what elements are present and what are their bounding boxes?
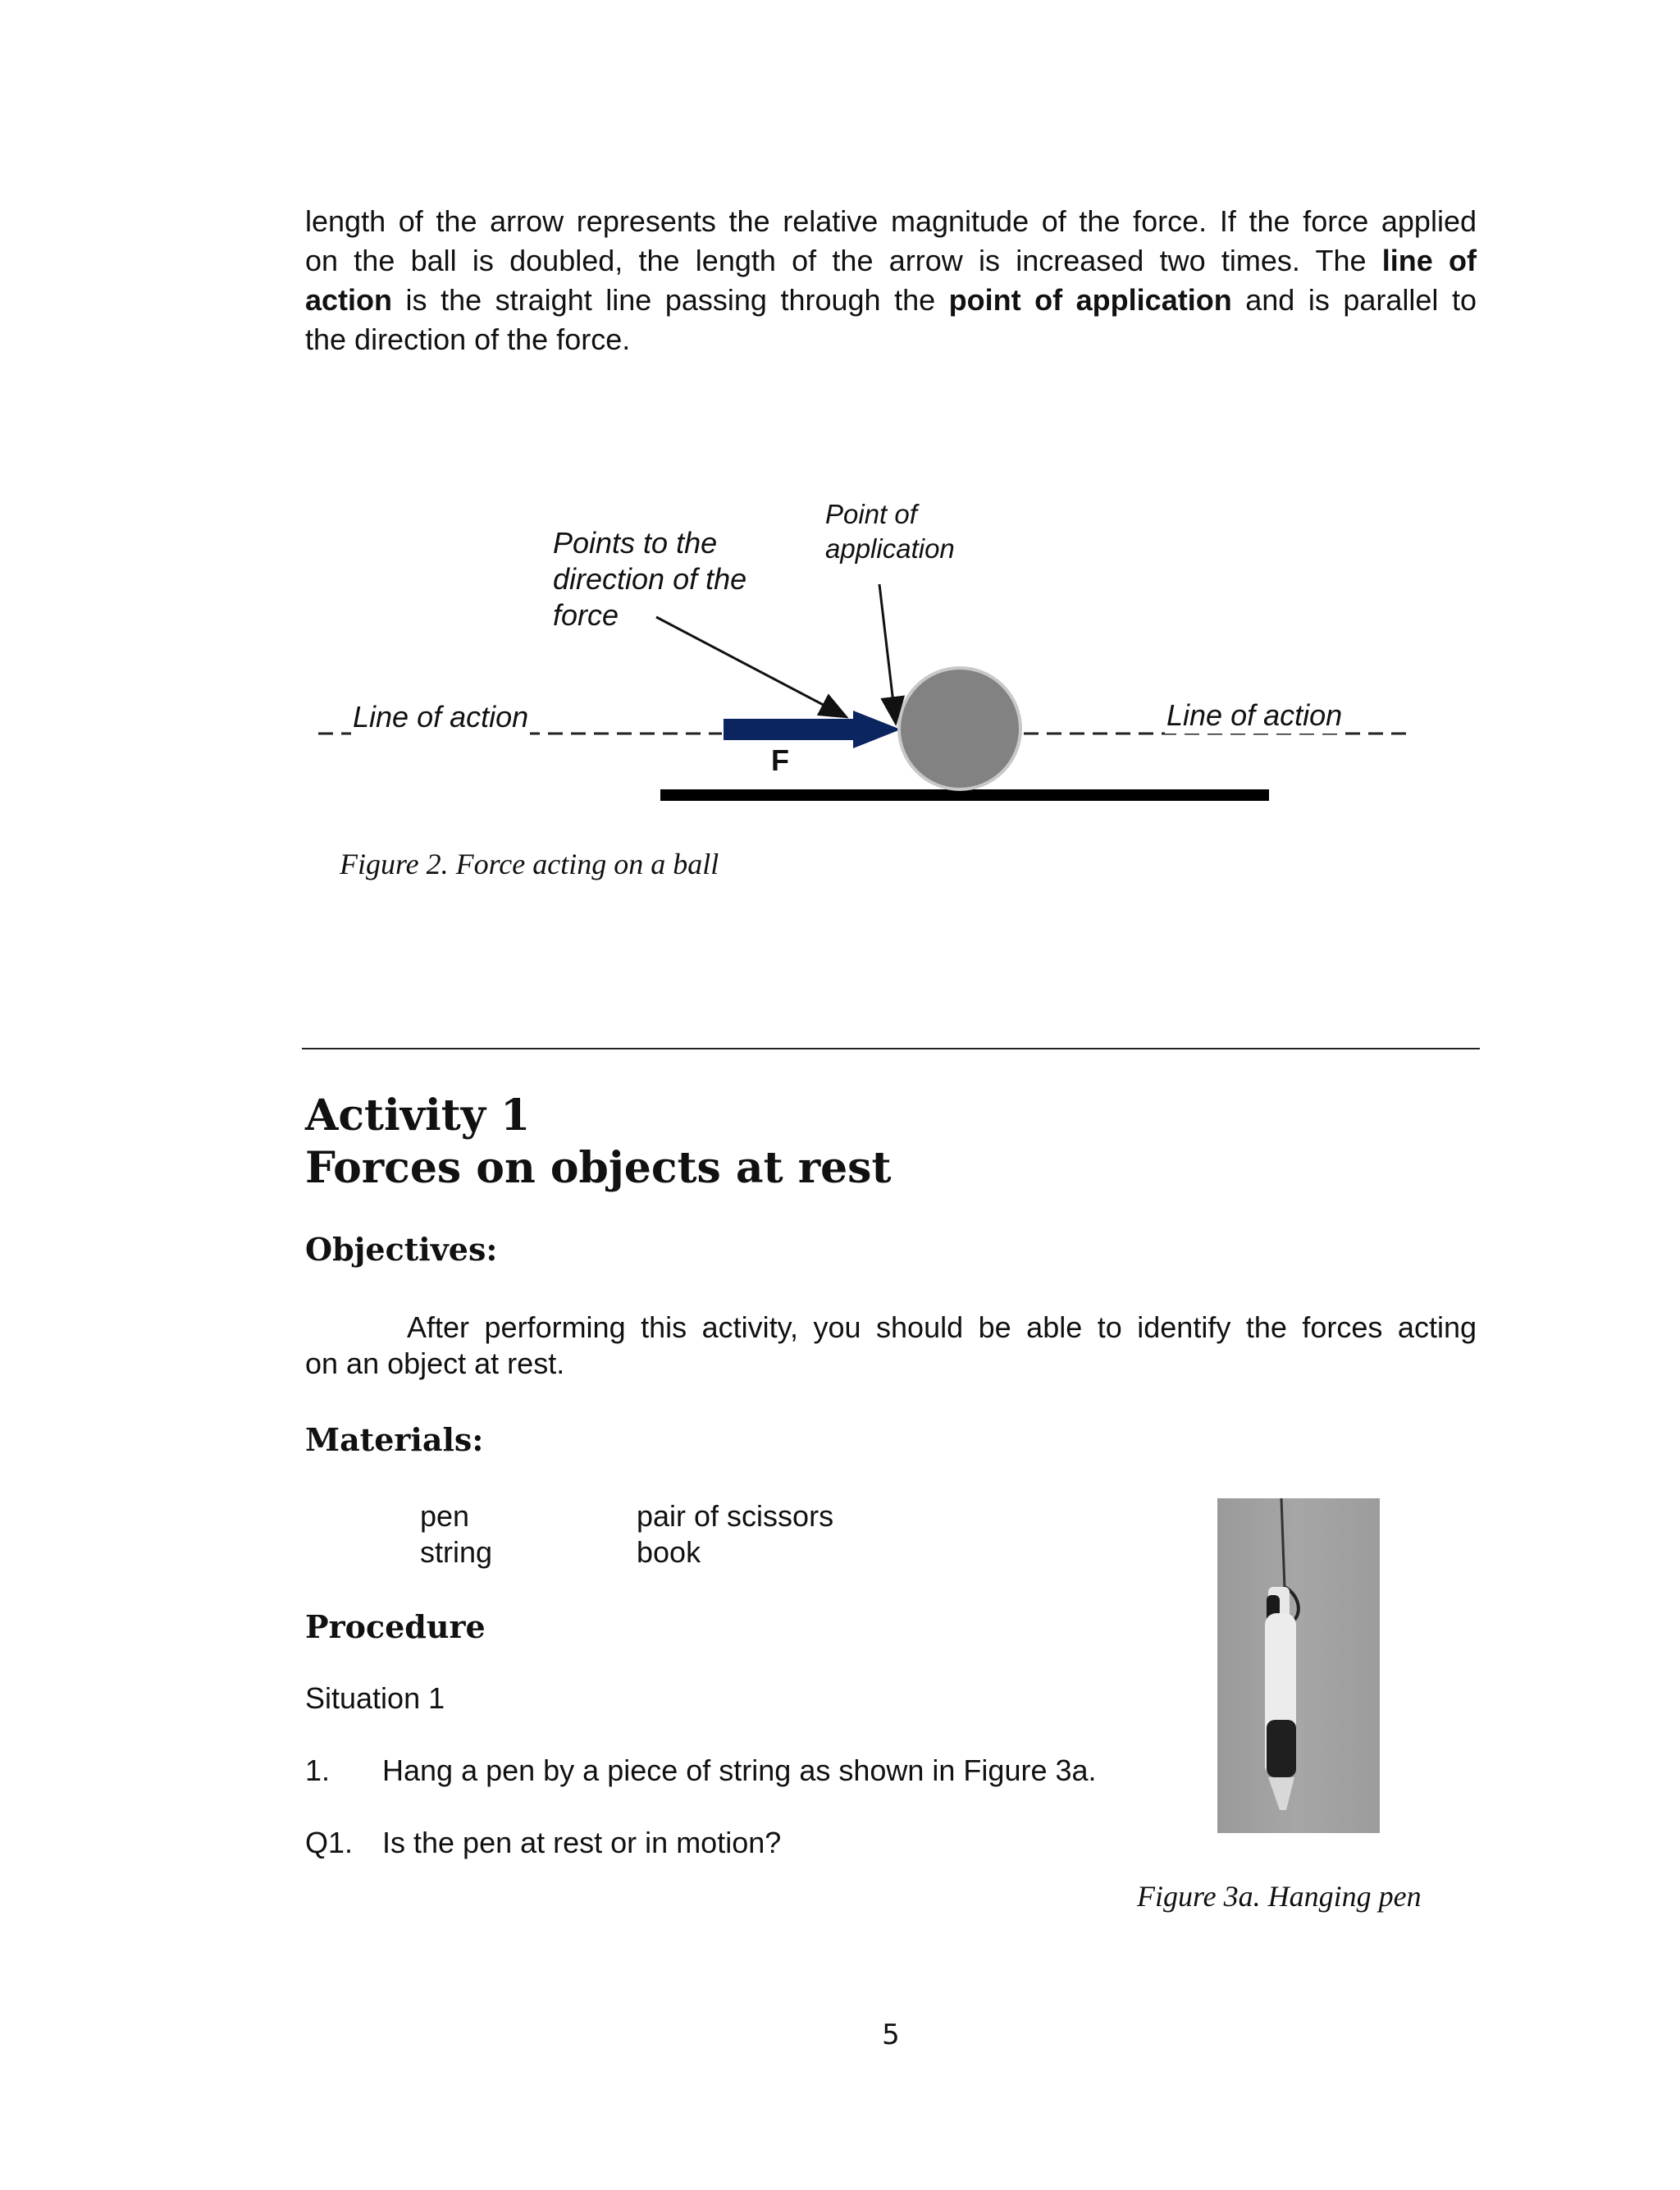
objectives-heading: Objectives: <box>305 1231 498 1268</box>
label-line-of-action-left: Line of action <box>353 700 529 734</box>
label-point-of-application: Point of application <box>825 499 955 564</box>
question-1-number: Q1. <box>305 1826 354 1859</box>
force-arrow-shaft <box>724 719 855 740</box>
material-item: pen <box>420 1499 470 1533</box>
materials-list-col1 <box>420 1498 492 1570</box>
page-number: 5 <box>882 2019 900 2051</box>
material-item: pair of scissors <box>637 1499 834 1533</box>
force-diagram <box>0 0 1680 903</box>
activity-title: Activity 1 Forces on objects at rest <box>305 1090 892 1193</box>
label-line-of-action-right: Line of action <box>1166 698 1343 732</box>
ball <box>899 668 1020 789</box>
question-1-text: Is the pen at rest or in motion? <box>382 1826 782 1859</box>
procedure-heading: Procedure <box>305 1608 486 1645</box>
step-1-number: 1. <box>305 1753 331 1787</box>
intro-paragraph <box>305 202 1477 359</box>
figure-3a-caption: Figure 3a. Hanging pen <box>1137 1880 1422 1913</box>
figure-2 <box>0 0 1680 903</box>
ground-bar <box>660 789 1269 801</box>
intro-line-1: length of the arrow represents the relative magnitude of the force. If the force applied <box>305 204 1477 238</box>
point-pointer-line <box>879 584 896 724</box>
intro-line-2: on the ball is doubled, the length of the arrow is increased two times. The line of <box>305 244 1477 277</box>
force-arrow-head <box>853 711 901 748</box>
situation-label: Situation 1 <box>305 1681 445 1715</box>
material-item: book <box>637 1535 701 1569</box>
materials-list-col2 <box>637 1498 833 1570</box>
materials-heading: Materials: <box>305 1421 484 1458</box>
hanging-pen-illustration <box>1217 1498 1380 1833</box>
objectives-text: After performing this activity, you should be able to identify the forces acting on an object at rest. <box>305 1310 1477 1380</box>
step-1-text: Hang a pen by a piece of string as shown in Figure 3a. <box>382 1753 1097 1787</box>
section-divider <box>302 1048 1480 1049</box>
figure-3a-photo <box>1217 1498 1380 1833</box>
label-force: F <box>771 743 789 777</box>
label-direction: Points to the direction of the force <box>553 526 747 632</box>
direction-pointer-line <box>656 617 847 717</box>
intro-line-3: action is the straight line passing through the point of application and is parallel to <box>305 283 1477 317</box>
figure-2-caption: Figure 2. Force acting on a ball <box>340 848 719 880</box>
material-item: string <box>420 1535 493 1569</box>
intro-line-4: the direction of the force. <box>305 322 631 356</box>
